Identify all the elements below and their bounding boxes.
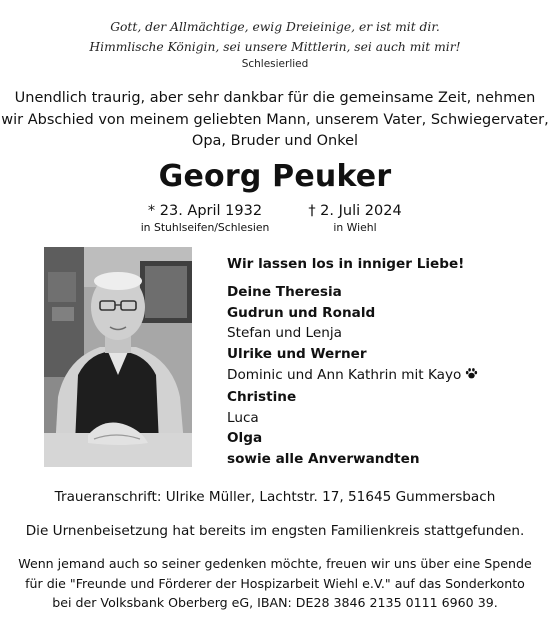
family-member: Ulrike und Werner [227,346,367,363]
birth-info [130,202,280,235]
family-list [227,254,527,470]
family-relatives: sowie alle Anverwandten [227,451,420,468]
donation-line-3: bei der Volksbank Oberberg eG, IBAN: DE28 3846 2135 0111 6960 39. [52,595,498,610]
paw-icon [465,366,478,387]
urn-notice: Die Urnenbeisetzung hat bereits im engsten Familienkreis stattgefunden. [25,523,525,539]
poem-line-2: Himmlische Königin, sei unsere Mittlerin, sei auch mit mir! [89,40,461,54]
family-lead: Wir lassen los in inniger Liebe! [227,256,465,272]
donation-line-2: für die "Freunde und Förderer der Hospizarbeit Wiehl e.V." auf das Sonderkonto [25,575,525,591]
mourning-address: Traueranschrift: Ulrike Müller, Lachtstr. 17, 51645 Gummersbach [54,489,496,505]
birth-date: * 23. April 1932 [147,203,263,219]
portrait-photo-image [44,247,192,467]
family-member: Olga [227,430,263,447]
poem [0,17,550,57]
donation-line-1: Wenn jemand auch so seiner gedenken möchte, freuen wir uns über eine Spende [18,556,532,571]
family-member: Luca [227,409,259,426]
portrait-photo [44,247,192,467]
birth-place: in Stuhlseifen/Schlesien [140,221,270,234]
family-member: Christine [227,388,297,405]
death-date: † 2. Juli 2024 [308,203,402,219]
intro-text [0,88,550,153]
poem-source: Schlesierlied [241,58,309,70]
family-member-name: Dominic und Ann Kathrin mit Kayo [227,366,462,383]
family-member: Stefan und Lenja [227,325,342,342]
donation-notice [0,554,550,613]
death-place: in Wiehl [333,221,377,234]
family-member: Gudrun und Ronald [227,304,376,321]
family-member-with-pet [227,365,527,387]
family-member: Deine Theresia [227,283,342,300]
deceased-name: Georg Peuker [158,159,392,194]
death-info [280,202,430,235]
intro-line-3: Opa, Bruder und Onkel [191,133,359,149]
intro-line-1: Unendlich traurig, aber sehr dankbar für die gemeinsame Zeit, nehmen [14,90,536,106]
poem-line-1: Gott, der Allmächtige, ewig Dreieinige, er ist mit dir. [110,20,440,34]
intro-line-2: wir Abschied von meinem geliebten Mann, unserem Vater, Schwiegervater, [1,111,549,128]
